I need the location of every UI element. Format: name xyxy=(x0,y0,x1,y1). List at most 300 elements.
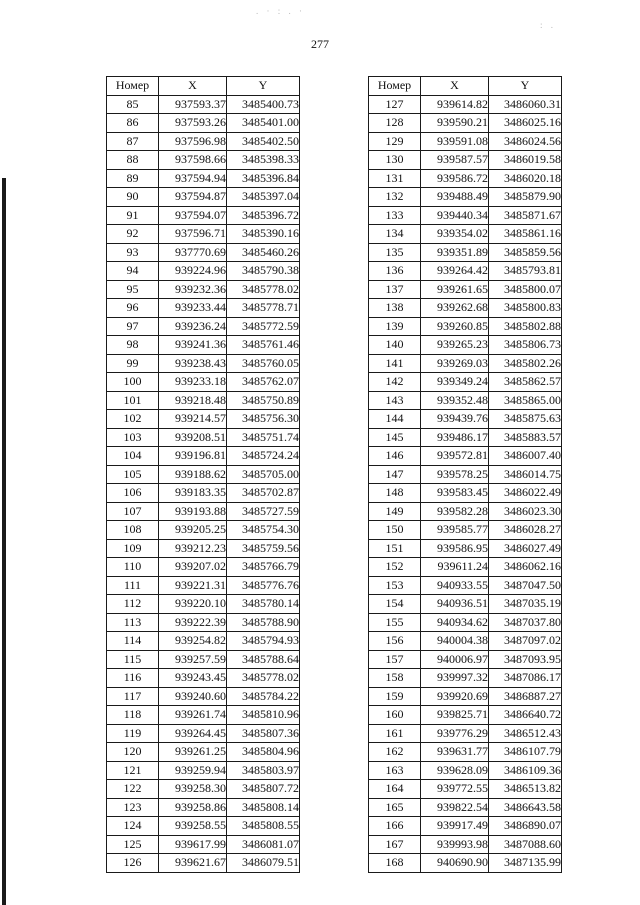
point-number-cell: 128 xyxy=(369,114,421,133)
table-row xyxy=(107,114,300,133)
y-coordinate-cell: 3485788.64 xyxy=(227,650,300,669)
point-number-cell: 86 xyxy=(107,114,159,133)
point-number-cell: 112 xyxy=(107,595,159,614)
y-coordinate-cell: 3485400.73 xyxy=(227,95,300,114)
x-coordinate-cell: 939269.03 xyxy=(421,354,489,373)
x-coordinate-cell: 940934.62 xyxy=(421,613,489,632)
table-row xyxy=(369,484,562,503)
point-number-cell: 143 xyxy=(369,391,421,410)
x-coordinate-cell: 937596.71 xyxy=(159,225,227,244)
x-coordinate-cell: 940006.97 xyxy=(421,650,489,669)
y-coordinate-cell: 3485759.56 xyxy=(227,539,300,558)
y-coordinate-cell: 3485808.55 xyxy=(227,817,300,836)
point-number-cell: 99 xyxy=(107,354,159,373)
x-coordinate-cell: 940690.90 xyxy=(421,854,489,873)
x-coordinate-cell: 939587.57 xyxy=(421,151,489,170)
table-row xyxy=(369,169,562,188)
y-coordinate-cell: 3485861.16 xyxy=(489,225,562,244)
table-row xyxy=(369,632,562,651)
table-row xyxy=(107,854,300,873)
point-number-cell: 157 xyxy=(369,650,421,669)
x-coordinate-cell: 939354.02 xyxy=(421,225,489,244)
x-coordinate-cell: 939439.76 xyxy=(421,410,489,429)
point-number-cell: 167 xyxy=(369,835,421,854)
x-coordinate-cell: 939772.55 xyxy=(421,780,489,799)
y-coordinate-cell: 3485803.97 xyxy=(227,761,300,780)
point-number-cell: 124 xyxy=(107,817,159,836)
x-coordinate-cell: 939590.21 xyxy=(421,114,489,133)
table-row xyxy=(107,724,300,743)
table-row xyxy=(369,761,562,780)
point-number-cell: 145 xyxy=(369,428,421,447)
point-number-cell: 103 xyxy=(107,428,159,447)
point-number-cell: 147 xyxy=(369,465,421,484)
table-row xyxy=(369,539,562,558)
table-row xyxy=(369,188,562,207)
column-header-x: X xyxy=(421,77,489,96)
y-coordinate-cell: 3486020.18 xyxy=(489,169,562,188)
point-number-cell: 158 xyxy=(369,669,421,688)
x-coordinate-cell: 939264.45 xyxy=(159,724,227,743)
point-number-cell: 161 xyxy=(369,724,421,743)
table-row xyxy=(369,613,562,632)
table-row xyxy=(107,428,300,447)
point-number-cell: 117 xyxy=(107,687,159,706)
y-coordinate-cell: 3485778.71 xyxy=(227,299,300,318)
point-number-cell: 156 xyxy=(369,632,421,651)
x-coordinate-cell: 939262.68 xyxy=(421,299,489,318)
y-coordinate-cell: 3485790.38 xyxy=(227,262,300,281)
y-coordinate-cell: 3486007.40 xyxy=(489,447,562,466)
y-coordinate-cell: 3485705.00 xyxy=(227,465,300,484)
coordinates-table-right xyxy=(368,76,562,873)
y-coordinate-cell: 3485396.84 xyxy=(227,169,300,188)
y-coordinate-cell: 3486081.07 xyxy=(227,835,300,854)
table-row xyxy=(107,558,300,577)
y-coordinate-cell: 3486025.16 xyxy=(489,114,562,133)
x-coordinate-cell: 939920.69 xyxy=(421,687,489,706)
x-coordinate-cell: 939486.17 xyxy=(421,428,489,447)
point-number-cell: 148 xyxy=(369,484,421,503)
scan-margin-shadow xyxy=(2,178,6,905)
point-number-cell: 144 xyxy=(369,410,421,429)
x-coordinate-cell: 939917.49 xyxy=(421,817,489,836)
y-coordinate-cell: 3487086.17 xyxy=(489,669,562,688)
coordinates-table-left xyxy=(106,76,300,873)
point-number-cell: 135 xyxy=(369,243,421,262)
x-coordinate-cell: 939214.57 xyxy=(159,410,227,429)
x-coordinate-cell: 939220.10 xyxy=(159,595,227,614)
y-coordinate-cell: 3485460.26 xyxy=(227,243,300,262)
point-number-cell: 155 xyxy=(369,613,421,632)
x-coordinate-cell: 939825.71 xyxy=(421,706,489,725)
x-coordinate-cell: 939221.31 xyxy=(159,576,227,595)
y-coordinate-cell: 3485761.46 xyxy=(227,336,300,355)
x-coordinate-cell: 939614.82 xyxy=(421,95,489,114)
table-row xyxy=(369,206,562,225)
x-coordinate-cell: 939193.88 xyxy=(159,502,227,521)
x-coordinate-cell: 939586.95 xyxy=(421,539,489,558)
table-row xyxy=(107,632,300,651)
x-coordinate-cell: 939188.62 xyxy=(159,465,227,484)
y-coordinate-cell: 3485756.30 xyxy=(227,410,300,429)
point-number-cell: 101 xyxy=(107,391,159,410)
table-row xyxy=(107,835,300,854)
y-coordinate-cell: 3486060.31 xyxy=(489,95,562,114)
x-coordinate-cell: 939224.96 xyxy=(159,262,227,281)
table-row xyxy=(369,650,562,669)
point-number-cell: 85 xyxy=(107,95,159,114)
point-number-cell: 106 xyxy=(107,484,159,503)
table-row xyxy=(107,669,300,688)
table-row xyxy=(107,410,300,429)
table-row xyxy=(369,243,562,262)
point-number-cell: 140 xyxy=(369,336,421,355)
point-number-cell: 96 xyxy=(107,299,159,318)
x-coordinate-cell: 940936.51 xyxy=(421,595,489,614)
table-row xyxy=(369,724,562,743)
table-row xyxy=(369,280,562,299)
point-number-cell: 105 xyxy=(107,465,159,484)
y-coordinate-cell: 3485810.96 xyxy=(227,706,300,725)
scan-speckle: : . xyxy=(540,20,557,30)
table-row xyxy=(107,576,300,595)
table-row xyxy=(369,410,562,429)
table-row xyxy=(369,447,562,466)
y-coordinate-cell: 3486512.43 xyxy=(489,724,562,743)
x-coordinate-cell: 939260.85 xyxy=(421,317,489,336)
point-number-cell: 90 xyxy=(107,188,159,207)
point-number-cell: 150 xyxy=(369,521,421,540)
point-number-cell: 153 xyxy=(369,576,421,595)
y-coordinate-cell: 3486640.72 xyxy=(489,706,562,725)
x-coordinate-cell: 939631.77 xyxy=(421,743,489,762)
x-coordinate-cell: 939254.82 xyxy=(159,632,227,651)
table-row xyxy=(369,558,562,577)
x-coordinate-cell: 939264.42 xyxy=(421,262,489,281)
point-number-cell: 151 xyxy=(369,539,421,558)
y-coordinate-cell: 3485859.56 xyxy=(489,243,562,262)
point-number-cell: 94 xyxy=(107,262,159,281)
x-coordinate-cell: 937594.07 xyxy=(159,206,227,225)
table-row xyxy=(107,391,300,410)
point-number-cell: 127 xyxy=(369,95,421,114)
y-coordinate-cell: 3485776.76 xyxy=(227,576,300,595)
x-coordinate-cell: 939586.72 xyxy=(421,169,489,188)
table-row xyxy=(107,706,300,725)
y-coordinate-cell: 3485762.07 xyxy=(227,373,300,392)
y-coordinate-cell: 3485784.22 xyxy=(227,687,300,706)
point-number-cell: 123 xyxy=(107,798,159,817)
table-row xyxy=(369,706,562,725)
point-number-cell: 115 xyxy=(107,650,159,669)
table-row xyxy=(107,780,300,799)
y-coordinate-cell: 3486643.58 xyxy=(489,798,562,817)
point-number-cell: 159 xyxy=(369,687,421,706)
column-header-x: X xyxy=(159,77,227,96)
x-coordinate-cell: 939257.59 xyxy=(159,650,227,669)
y-coordinate-cell: 3486079.51 xyxy=(227,854,300,873)
point-number-cell: 87 xyxy=(107,132,159,151)
point-number-cell: 110 xyxy=(107,558,159,577)
table-row xyxy=(369,354,562,373)
table-row xyxy=(107,613,300,632)
table-row xyxy=(107,798,300,817)
x-coordinate-cell: 939243.45 xyxy=(159,669,227,688)
x-coordinate-cell: 937598.66 xyxy=(159,151,227,170)
x-coordinate-cell: 939258.86 xyxy=(159,798,227,817)
table-row xyxy=(369,595,562,614)
table-row xyxy=(369,687,562,706)
x-coordinate-cell: 939261.74 xyxy=(159,706,227,725)
x-coordinate-cell: 939261.65 xyxy=(421,280,489,299)
y-coordinate-cell: 3485807.36 xyxy=(227,724,300,743)
y-coordinate-cell: 3485727.59 xyxy=(227,502,300,521)
table-row xyxy=(369,521,562,540)
x-coordinate-cell: 939822.54 xyxy=(421,798,489,817)
x-coordinate-cell: 939261.25 xyxy=(159,743,227,762)
y-coordinate-cell: 3486513.82 xyxy=(489,780,562,799)
x-coordinate-cell: 937770.69 xyxy=(159,243,227,262)
table-row xyxy=(107,650,300,669)
table-row xyxy=(369,95,562,114)
y-coordinate-cell: 3485807.72 xyxy=(227,780,300,799)
x-coordinate-cell: 939572.81 xyxy=(421,447,489,466)
table-row xyxy=(107,502,300,521)
x-coordinate-cell: 939196.81 xyxy=(159,447,227,466)
y-coordinate-cell: 3485760.05 xyxy=(227,354,300,373)
y-coordinate-cell: 3485778.02 xyxy=(227,280,300,299)
y-coordinate-cell: 3485871.67 xyxy=(489,206,562,225)
column-header-y: Y xyxy=(227,77,300,96)
x-coordinate-cell: 939488.49 xyxy=(421,188,489,207)
y-coordinate-cell: 3485794.93 xyxy=(227,632,300,651)
point-number-cell: 149 xyxy=(369,502,421,521)
table-row xyxy=(107,243,300,262)
x-coordinate-cell: 937593.26 xyxy=(159,114,227,133)
x-coordinate-cell: 939236.24 xyxy=(159,317,227,336)
x-coordinate-cell: 939351.89 xyxy=(421,243,489,262)
y-coordinate-cell: 3485390.16 xyxy=(227,225,300,244)
point-number-cell: 131 xyxy=(369,169,421,188)
y-coordinate-cell: 3485879.90 xyxy=(489,188,562,207)
y-coordinate-cell: 3485398.33 xyxy=(227,151,300,170)
point-number-cell: 92 xyxy=(107,225,159,244)
point-number-cell: 111 xyxy=(107,576,159,595)
x-coordinate-cell: 939241.36 xyxy=(159,336,227,355)
table-row xyxy=(369,336,562,355)
table-row xyxy=(107,188,300,207)
point-number-cell: 121 xyxy=(107,761,159,780)
y-coordinate-cell: 3485401.00 xyxy=(227,114,300,133)
point-number-cell: 89 xyxy=(107,169,159,188)
scan-speckle: . · : . · xyxy=(256,6,305,16)
y-coordinate-cell: 3487047.50 xyxy=(489,576,562,595)
table-row xyxy=(369,465,562,484)
y-coordinate-cell: 3486023.30 xyxy=(489,502,562,521)
x-coordinate-cell: 937593.37 xyxy=(159,95,227,114)
table-row xyxy=(369,151,562,170)
y-coordinate-cell: 3486109.36 xyxy=(489,761,562,780)
y-coordinate-cell: 3486027.49 xyxy=(489,539,562,558)
column-header-y: Y xyxy=(489,77,562,96)
point-number-cell: 100 xyxy=(107,373,159,392)
y-coordinate-cell: 3485865.00 xyxy=(489,391,562,410)
point-number-cell: 142 xyxy=(369,373,421,392)
point-number-cell: 164 xyxy=(369,780,421,799)
page-number: 277 xyxy=(311,37,329,51)
x-coordinate-cell: 937596.98 xyxy=(159,132,227,151)
x-coordinate-cell: 939582.28 xyxy=(421,502,489,521)
table-row xyxy=(369,798,562,817)
table-row xyxy=(369,780,562,799)
y-coordinate-cell: 3487035.19 xyxy=(489,595,562,614)
y-coordinate-cell: 3485802.88 xyxy=(489,317,562,336)
y-coordinate-cell: 3485804.96 xyxy=(227,743,300,762)
x-coordinate-cell: 937594.94 xyxy=(159,169,227,188)
table-row xyxy=(107,95,300,114)
x-coordinate-cell: 939578.25 xyxy=(421,465,489,484)
point-number-cell: 162 xyxy=(369,743,421,762)
point-number-cell: 108 xyxy=(107,521,159,540)
table-row xyxy=(107,280,300,299)
x-coordinate-cell: 939258.55 xyxy=(159,817,227,836)
column-header-number: Номер xyxy=(107,77,159,96)
point-number-cell: 139 xyxy=(369,317,421,336)
table-row xyxy=(369,225,562,244)
point-number-cell: 122 xyxy=(107,780,159,799)
x-coordinate-cell: 939997.32 xyxy=(421,669,489,688)
point-number-cell: 136 xyxy=(369,262,421,281)
point-number-cell: 130 xyxy=(369,151,421,170)
table-row xyxy=(107,521,300,540)
table-row xyxy=(369,317,562,336)
table-row xyxy=(369,114,562,133)
point-number-cell: 134 xyxy=(369,225,421,244)
y-coordinate-cell: 3487135.99 xyxy=(489,854,562,873)
x-coordinate-cell: 939611.24 xyxy=(421,558,489,577)
table-row xyxy=(107,539,300,558)
point-number-cell: 166 xyxy=(369,817,421,836)
y-coordinate-cell: 3487093.95 xyxy=(489,650,562,669)
y-coordinate-cell: 3485800.07 xyxy=(489,280,562,299)
y-coordinate-cell: 3485750.89 xyxy=(227,391,300,410)
y-coordinate-cell: 3486022.49 xyxy=(489,484,562,503)
y-coordinate-cell: 3485724.24 xyxy=(227,447,300,466)
point-number-cell: 114 xyxy=(107,632,159,651)
table-row xyxy=(369,299,562,318)
y-coordinate-cell: 3486014.75 xyxy=(489,465,562,484)
x-coordinate-cell: 939258.30 xyxy=(159,780,227,799)
x-coordinate-cell: 940933.55 xyxy=(421,576,489,595)
table-row xyxy=(107,317,300,336)
y-coordinate-cell: 3485751.74 xyxy=(227,428,300,447)
x-coordinate-cell: 939232.36 xyxy=(159,280,227,299)
table-row xyxy=(369,817,562,836)
y-coordinate-cell: 3485402.50 xyxy=(227,132,300,151)
table-row xyxy=(107,447,300,466)
y-coordinate-cell: 3485806.73 xyxy=(489,336,562,355)
point-number-cell: 126 xyxy=(107,854,159,873)
table-row xyxy=(369,373,562,392)
point-number-cell: 125 xyxy=(107,835,159,854)
point-number-cell: 138 xyxy=(369,299,421,318)
x-coordinate-cell: 940004.38 xyxy=(421,632,489,651)
y-coordinate-cell: 3485397.04 xyxy=(227,188,300,207)
point-number-cell: 132 xyxy=(369,188,421,207)
x-coordinate-cell: 939993.98 xyxy=(421,835,489,854)
y-coordinate-cell: 3485754.30 xyxy=(227,521,300,540)
point-number-cell: 98 xyxy=(107,336,159,355)
point-number-cell: 102 xyxy=(107,410,159,429)
point-number-cell: 113 xyxy=(107,613,159,632)
table-row xyxy=(107,132,300,151)
point-number-cell: 109 xyxy=(107,539,159,558)
x-coordinate-cell: 939205.25 xyxy=(159,521,227,540)
x-coordinate-cell: 939212.23 xyxy=(159,539,227,558)
y-coordinate-cell: 3485875.63 xyxy=(489,410,562,429)
y-coordinate-cell: 3487097.02 xyxy=(489,632,562,651)
table-row xyxy=(107,373,300,392)
point-number-cell: 120 xyxy=(107,743,159,762)
y-coordinate-cell: 3486887.27 xyxy=(489,687,562,706)
table-row xyxy=(369,502,562,521)
y-coordinate-cell: 3486028.27 xyxy=(489,521,562,540)
x-coordinate-cell: 939218.48 xyxy=(159,391,227,410)
y-coordinate-cell: 3487088.60 xyxy=(489,835,562,854)
y-coordinate-cell: 3485396.72 xyxy=(227,206,300,225)
y-coordinate-cell: 3486107.79 xyxy=(489,743,562,762)
table-row xyxy=(107,743,300,762)
point-number-cell: 93 xyxy=(107,243,159,262)
table-row xyxy=(107,761,300,780)
y-coordinate-cell: 3485788.90 xyxy=(227,613,300,632)
column-header-number: Номер xyxy=(369,77,421,96)
point-number-cell: 104 xyxy=(107,447,159,466)
x-coordinate-cell: 939265.23 xyxy=(421,336,489,355)
y-coordinate-cell: 3486062.16 xyxy=(489,558,562,577)
table-row xyxy=(369,835,562,854)
point-number-cell: 119 xyxy=(107,724,159,743)
x-coordinate-cell: 939352.48 xyxy=(421,391,489,410)
point-number-cell: 141 xyxy=(369,354,421,373)
point-number-cell: 146 xyxy=(369,447,421,466)
x-coordinate-cell: 939621.67 xyxy=(159,854,227,873)
point-number-cell: 152 xyxy=(369,558,421,577)
point-number-cell: 107 xyxy=(107,502,159,521)
y-coordinate-cell: 3485780.14 xyxy=(227,595,300,614)
x-coordinate-cell: 939591.08 xyxy=(421,132,489,151)
table-row xyxy=(107,595,300,614)
point-number-cell: 95 xyxy=(107,280,159,299)
x-coordinate-cell: 939583.45 xyxy=(421,484,489,503)
y-coordinate-cell: 3485883.57 xyxy=(489,428,562,447)
y-coordinate-cell: 3487037.80 xyxy=(489,613,562,632)
point-number-cell: 165 xyxy=(369,798,421,817)
point-number-cell: 163 xyxy=(369,761,421,780)
table-row xyxy=(107,817,300,836)
x-coordinate-cell: 939208.51 xyxy=(159,428,227,447)
table-row xyxy=(107,299,300,318)
point-number-cell: 137 xyxy=(369,280,421,299)
y-coordinate-cell: 3485772.59 xyxy=(227,317,300,336)
y-coordinate-cell: 3485862.57 xyxy=(489,373,562,392)
point-number-cell: 168 xyxy=(369,854,421,873)
table-row xyxy=(369,669,562,688)
x-coordinate-cell: 939222.39 xyxy=(159,613,227,632)
x-coordinate-cell: 939440.34 xyxy=(421,206,489,225)
x-coordinate-cell: 939233.18 xyxy=(159,373,227,392)
